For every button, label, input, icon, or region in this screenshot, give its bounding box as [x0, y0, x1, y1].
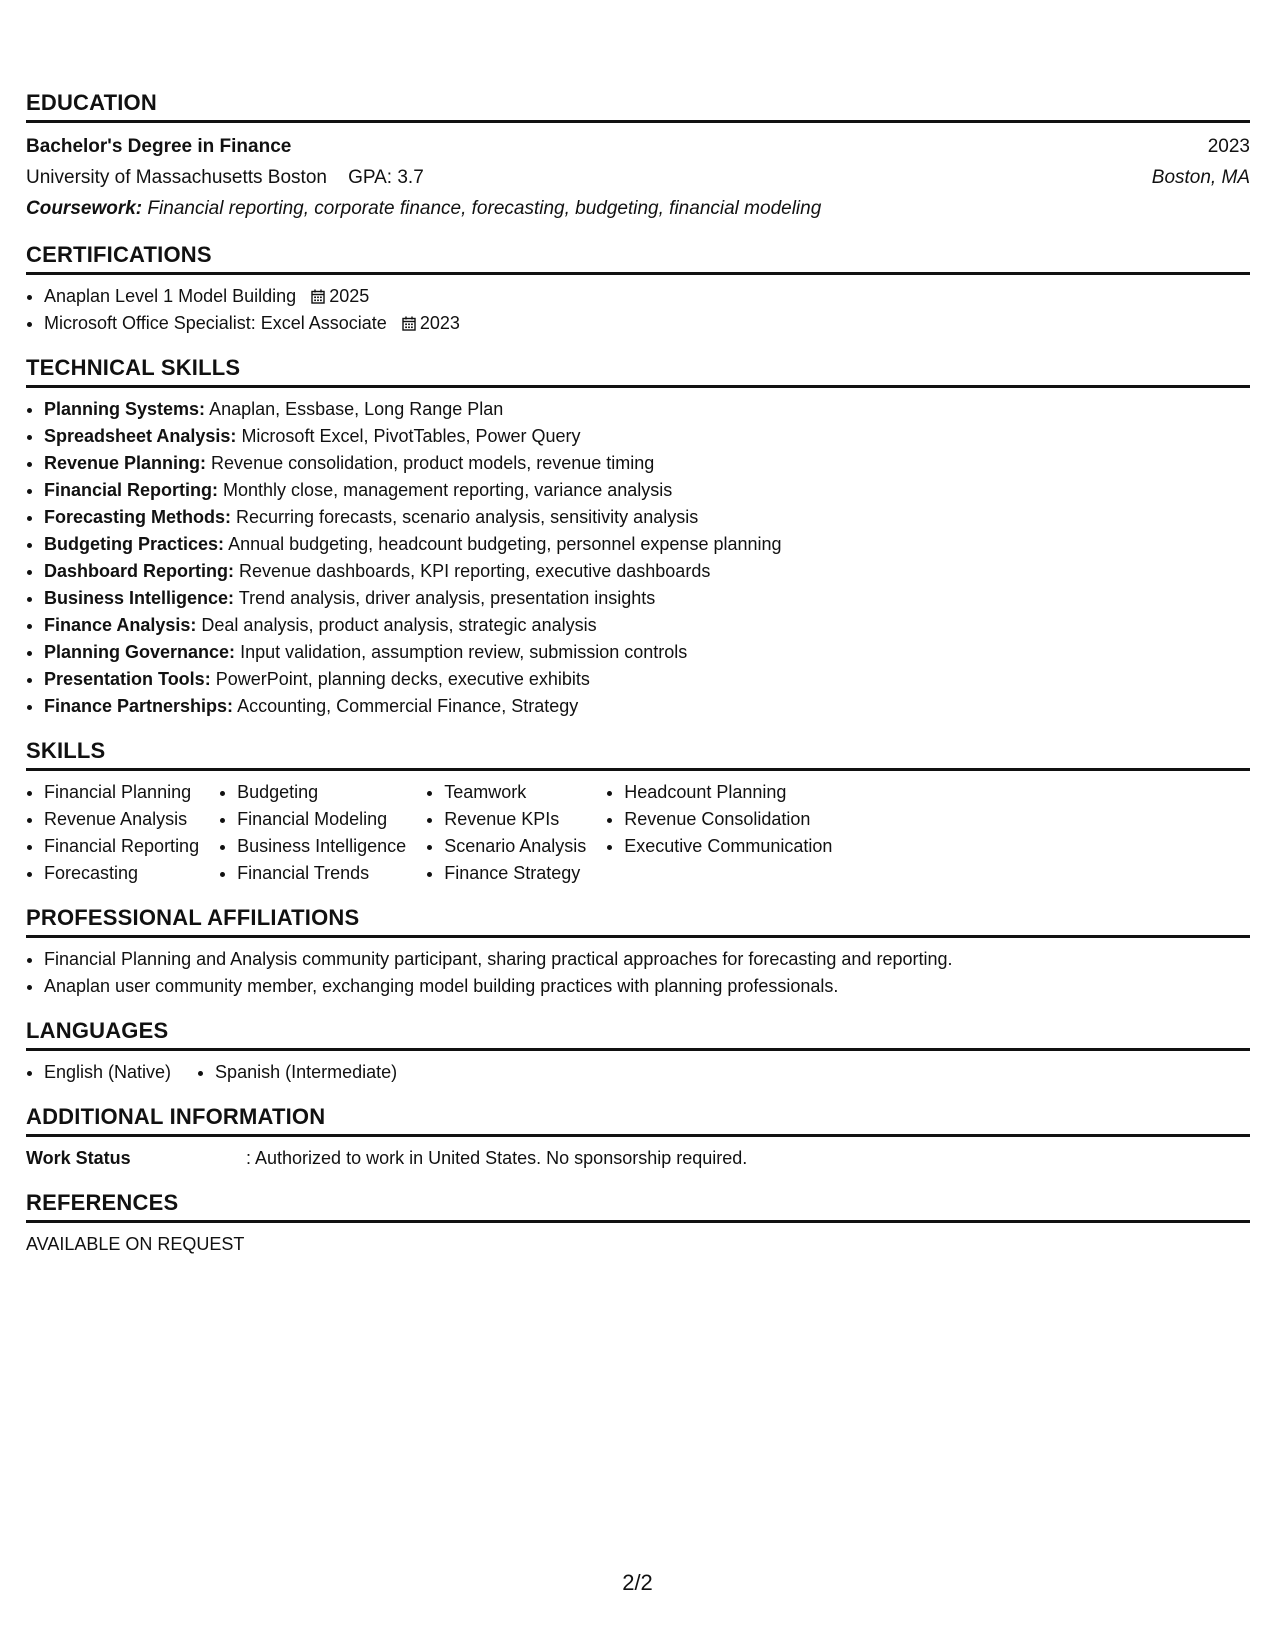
- technical-skill-item: [44, 423, 1250, 450]
- degree-row: [26, 131, 1250, 162]
- certification-date: [402, 313, 460, 333]
- work-status-value: : Authorized to work in United States. No sponsorship required.: [246, 1148, 748, 1168]
- language-item: • English (Native): [44, 1059, 171, 1086]
- resume-page: [26, 90, 1250, 1276]
- skill-detail: Trend analysis, driver analysis, presentation insights: [238, 588, 656, 608]
- section-title: PROFESSIONAL AFFILIATIONS: [26, 905, 1250, 938]
- certification-year: 2023: [419, 313, 460, 333]
- skill-category: Budgeting Practices:: [44, 534, 225, 554]
- skill-item: • Revenue KPIs: [444, 806, 586, 833]
- languages-section: [26, 1018, 1250, 1086]
- section-title: SKILLS: [26, 738, 1250, 771]
- skill-category: Planning Governance:: [44, 642, 236, 662]
- affiliations-list: [26, 946, 1250, 1000]
- coursework-text: Financial reporting, corporate finance, forecasting, budgeting, financial modeling: [147, 198, 822, 219]
- languages-list: [26, 1059, 1250, 1086]
- section-title: EDUCATION: [26, 90, 1250, 123]
- skill-detail: Annual budgeting, headcount budgeting, personnel expense planning: [228, 534, 782, 554]
- technical-skill-item: [44, 504, 1250, 531]
- work-status-row: [26, 1145, 1250, 1172]
- skill-item: • Revenue Consolidation: [624, 806, 832, 833]
- skills-column: [219, 779, 406, 887]
- school-location: Boston, MA: [1151, 167, 1250, 188]
- certifications-list: [26, 283, 1250, 337]
- technical-skills-section: [26, 355, 1250, 720]
- gpa: GPA: 3.7: [348, 167, 424, 188]
- school-info: [26, 162, 424, 193]
- skill-item: • Financial Planning: [44, 779, 199, 806]
- skill-item: • Financial Reporting: [44, 833, 199, 860]
- graduation-year: 2023: [1207, 136, 1250, 157]
- skill-item: • Headcount Planning: [624, 779, 832, 806]
- coursework-label: Coursework:: [26, 198, 143, 219]
- technical-skills-list: [26, 396, 1250, 720]
- skill-item: • Finance Strategy: [444, 860, 586, 887]
- skill-item: • Budgeting: [237, 779, 406, 806]
- skill-item: • Scenario Analysis: [444, 833, 586, 860]
- skill-item: • Executive Communication: [624, 833, 832, 860]
- skill-category: Forecasting Methods:: [44, 507, 232, 527]
- skills-column: [426, 779, 586, 887]
- skill-category: Finance Partnerships:: [44, 696, 234, 716]
- technical-skill-item: [44, 693, 1250, 720]
- skill-category: Financial Reporting:: [44, 480, 219, 500]
- school-name: University of Massachusetts Boston: [26, 167, 327, 188]
- skill-item: • Teamwork: [444, 779, 586, 806]
- skill-detail: Anaplan, Essbase, Long Range Plan: [209, 399, 504, 419]
- additional-info-section: [26, 1104, 1250, 1172]
- skill-category: Planning Systems:: [44, 399, 206, 419]
- references-section: [26, 1190, 1250, 1258]
- section-title: ADDITIONAL INFORMATION: [26, 1104, 1250, 1137]
- technical-skill-item: [44, 558, 1250, 585]
- skill-item: • Revenue Analysis: [44, 806, 199, 833]
- calendar-icon: [311, 289, 325, 304]
- school-row: [26, 162, 1250, 193]
- skill-category: Revenue Planning:: [44, 453, 207, 473]
- skill-item: • Business Intelligence: [237, 833, 406, 860]
- certification-item: [44, 283, 1250, 310]
- certifications-section: [26, 242, 1250, 337]
- skill-detail: Revenue dashboards, KPI reporting, executive dashboards: [239, 561, 711, 581]
- coursework: [26, 193, 1250, 224]
- skills-column: [26, 779, 199, 887]
- page-number: 2/2: [622, 1570, 653, 1595]
- skill-category: Business Intelligence:: [44, 588, 235, 608]
- certification-name: Anaplan Level 1 Model Building: [44, 286, 297, 306]
- skill-item: • Forecasting: [44, 860, 199, 887]
- skill-detail: Monthly close, management reporting, variance analysis: [223, 480, 673, 500]
- skill-item: • Financial Modeling: [237, 806, 406, 833]
- skill-category: Presentation Tools:: [44, 669, 211, 689]
- certification-name: Microsoft Office Specialist: Excel Associate: [44, 313, 387, 333]
- skill-detail: PowerPoint, planning decks, executive exhibits: [215, 669, 590, 689]
- degree-name: Bachelor's Degree in Finance: [26, 136, 292, 157]
- skill-category: Finance Analysis:: [44, 615, 197, 635]
- affiliation-item: • Anaplan user community member, exchanging model building practices with planning professionals.: [44, 973, 1250, 1000]
- technical-skill-item: [44, 450, 1250, 477]
- skill-detail: Input validation, assumption review, submission controls: [240, 642, 688, 662]
- calendar-icon: [402, 316, 416, 331]
- affiliations-section: [26, 905, 1250, 1000]
- section-title: CERTIFICATIONS: [26, 242, 1250, 275]
- technical-skill-item: [44, 612, 1250, 639]
- certification-year: 2025: [329, 286, 370, 306]
- technical-skill-item: [44, 666, 1250, 693]
- technical-skill-item: [44, 477, 1250, 504]
- technical-skill-item: [44, 531, 1250, 558]
- skill-detail: Accounting, Commercial Finance, Strategy: [237, 696, 579, 716]
- section-title: TECHNICAL SKILLS: [26, 355, 1250, 388]
- technical-skill-item: [44, 639, 1250, 666]
- section-title: LANGUAGES: [26, 1018, 1250, 1051]
- skill-detail: Revenue consolidation, product models, revenue timing: [211, 453, 655, 473]
- skill-item: • Financial Trends: [237, 860, 406, 887]
- skill-category: Spreadsheet Analysis:: [44, 426, 237, 446]
- affiliation-item: • Financial Planning and Analysis community participant, sharing practical approaches for forecasting and reporting.: [44, 946, 1250, 973]
- references-text: AVAILABLE ON REQUEST: [26, 1234, 245, 1254]
- skill-category: Dashboard Reporting:: [44, 561, 235, 581]
- section-title: REFERENCES: [26, 1190, 1250, 1223]
- skill-detail: Recurring forecasts, scenario analysis, sensitivity analysis: [236, 507, 699, 527]
- technical-skill-item: [44, 396, 1250, 423]
- certification-date: [311, 286, 369, 306]
- skill-detail: Microsoft Excel, PivotTables, Power Query: [241, 426, 581, 446]
- skill-detail: Deal analysis, product analysis, strategic analysis: [201, 615, 597, 635]
- skills-grid: [26, 779, 1250, 887]
- skills-section: [26, 738, 1250, 887]
- work-status-label: Work Status: [26, 1148, 131, 1168]
- certification-item: [44, 310, 1250, 337]
- technical-skill-item: [44, 585, 1250, 612]
- education-section: [26, 90, 1250, 224]
- skills-column: [606, 779, 832, 887]
- language-item: • Spanish (Intermediate): [215, 1059, 397, 1086]
